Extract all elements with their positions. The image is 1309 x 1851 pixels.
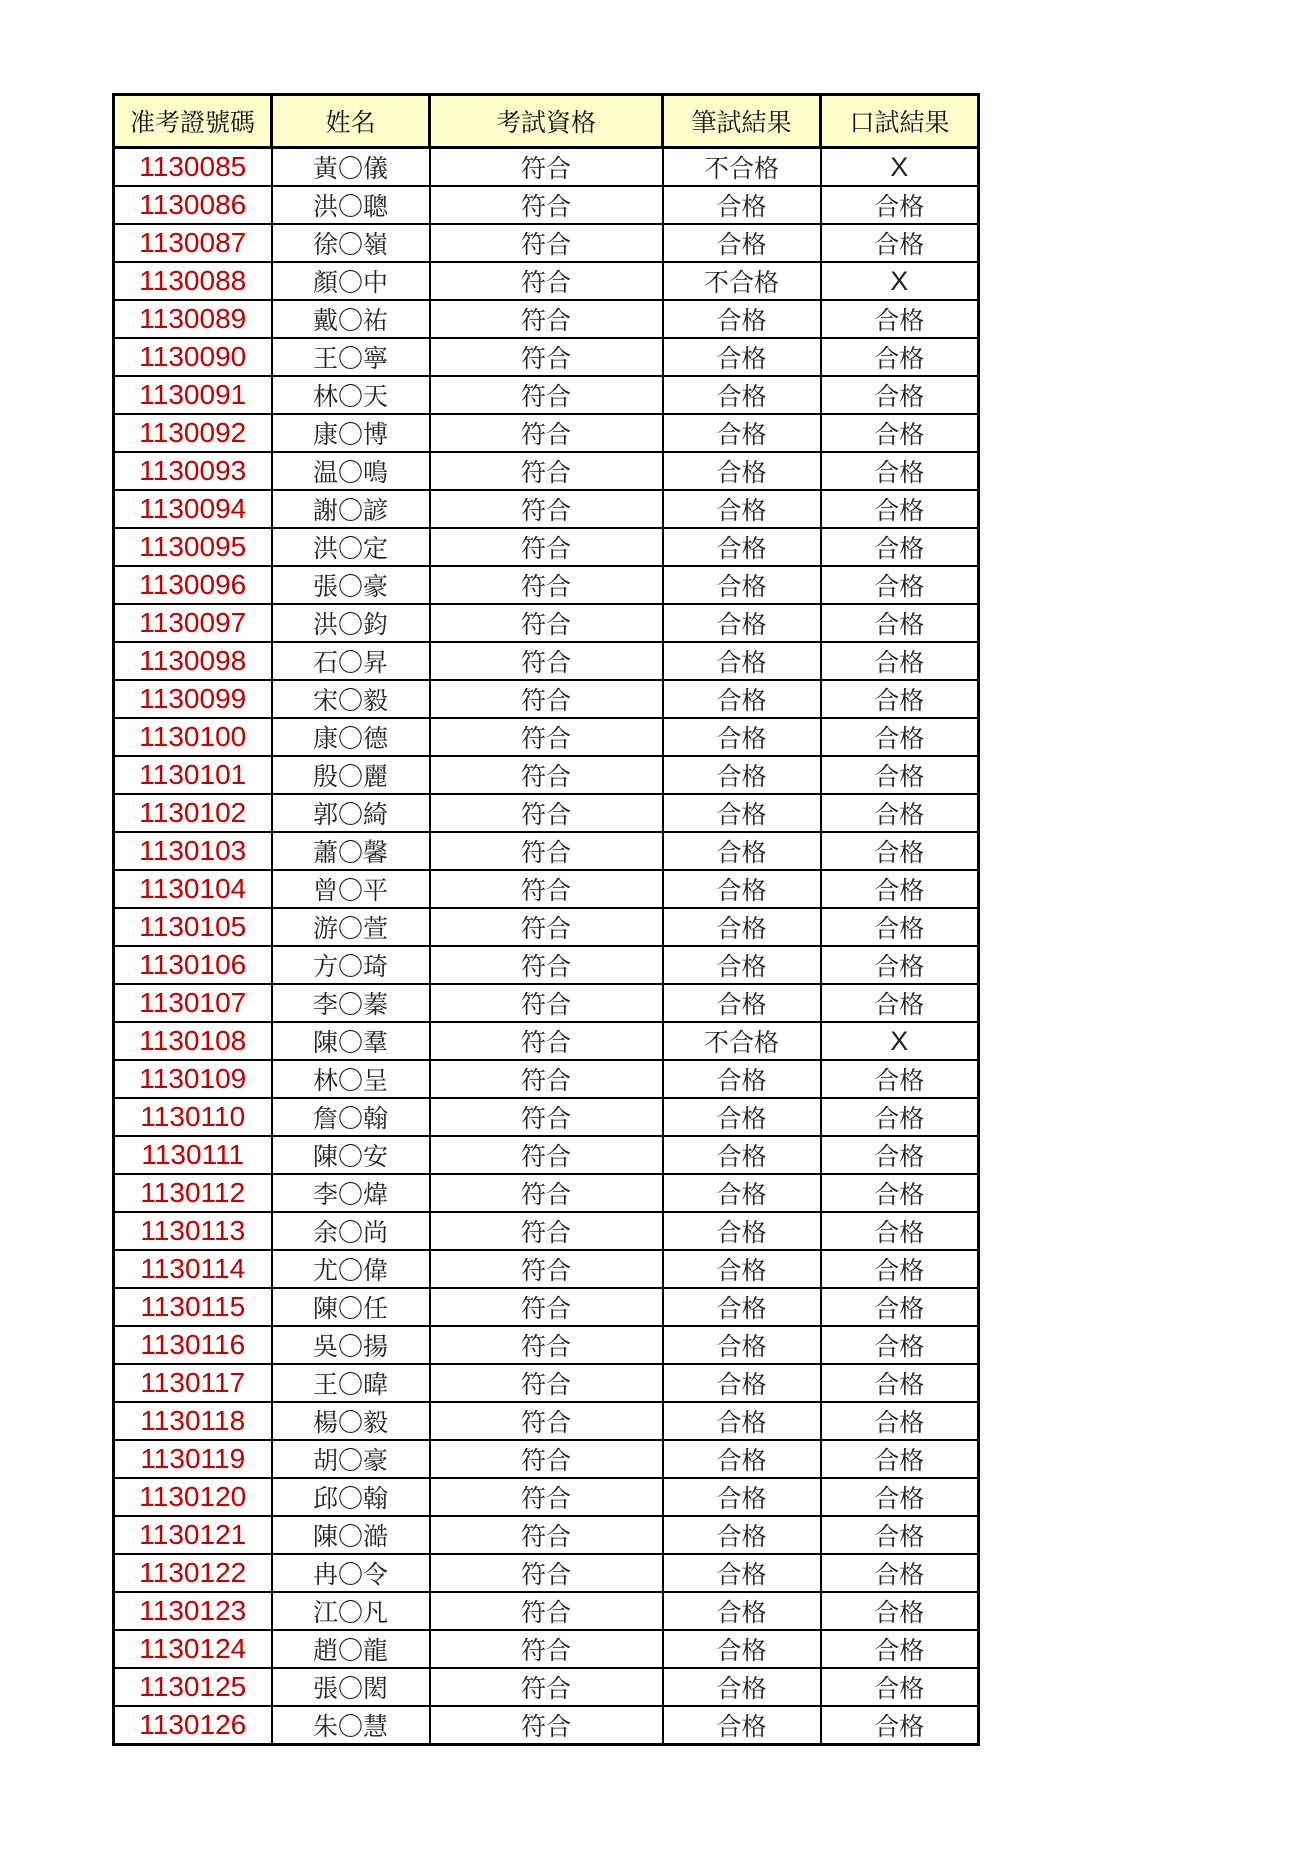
admission-number-cell: 1130112 [114, 1174, 272, 1212]
oral-result-cell: 合格 [821, 1060, 979, 1098]
eligibility-cell: 符合 [430, 1402, 663, 1440]
admission-number-cell: 1130095 [114, 528, 272, 566]
eligibility-cell: 符合 [430, 680, 663, 718]
name-cell: 朱〇慧 [272, 1706, 430, 1745]
name-cell: 黃〇儀 [272, 148, 430, 187]
written-result-cell: 合格 [663, 1402, 821, 1440]
oral-result-cell: 合格 [821, 1326, 979, 1364]
admission-number-cell: 1130114 [114, 1250, 272, 1288]
oral-result-cell: X [821, 148, 979, 187]
oral-result-cell: 合格 [821, 1478, 979, 1516]
name-cell: 陳〇羣 [272, 1022, 430, 1060]
eligibility-cell: 符合 [430, 1592, 663, 1630]
table-row [114, 832, 979, 870]
oral-result-cell: 合格 [821, 1668, 979, 1706]
name-cell: 楊〇毅 [272, 1402, 430, 1440]
oral-result-cell: 合格 [821, 1136, 979, 1174]
eligibility-cell: 符合 [430, 984, 663, 1022]
admission-number-cell: 1130118 [114, 1402, 272, 1440]
name-cell: 李〇煒 [272, 1174, 430, 1212]
admission-number-cell: 1130093 [114, 452, 272, 490]
name-cell: 王〇寧 [272, 338, 430, 376]
admission-number-cell: 1130120 [114, 1478, 272, 1516]
admission-number-cell: 1130117 [114, 1364, 272, 1402]
table-row [114, 490, 979, 528]
name-cell: 陳〇澔 [272, 1516, 430, 1554]
eligibility-cell: 符合 [430, 1136, 663, 1174]
header-oral-result: 口試結果 [821, 95, 979, 148]
oral-result-cell: 合格 [821, 832, 979, 870]
written-result-cell: 合格 [663, 946, 821, 984]
written-result-cell: 合格 [663, 1554, 821, 1592]
eligibility-cell: 符合 [430, 148, 663, 187]
oral-result-cell: 合格 [821, 224, 979, 262]
admission-number-cell: 1130109 [114, 1060, 272, 1098]
table-row [114, 1364, 979, 1402]
written-result-cell: 合格 [663, 1478, 821, 1516]
eligibility-cell: 符合 [430, 1022, 663, 1060]
written-result-cell: 合格 [663, 414, 821, 452]
admission-number-cell: 1130126 [114, 1706, 272, 1745]
written-result-cell: 合格 [663, 490, 821, 528]
admission-number-cell: 1130085 [114, 148, 272, 187]
written-result-cell: 不合格 [663, 148, 821, 187]
written-result-cell: 合格 [663, 1668, 821, 1706]
oral-result-cell: 合格 [821, 1212, 979, 1250]
oral-result-cell: 合格 [821, 528, 979, 566]
table-row [114, 1478, 979, 1516]
eligibility-cell: 符合 [430, 528, 663, 566]
admission-number-cell: 1130107 [114, 984, 272, 1022]
eligibility-cell: 符合 [430, 186, 663, 224]
admission-number-cell: 1130092 [114, 414, 272, 452]
name-cell: 蕭〇馨 [272, 832, 430, 870]
admission-number-cell: 1130091 [114, 376, 272, 414]
written-result-cell: 合格 [663, 1098, 821, 1136]
eligibility-cell: 符合 [430, 376, 663, 414]
eligibility-cell: 符合 [430, 566, 663, 604]
table-row [114, 528, 979, 566]
table-row [114, 984, 979, 1022]
name-cell: 洪〇定 [272, 528, 430, 566]
eligibility-cell: 符合 [430, 300, 663, 338]
name-cell: 石〇昇 [272, 642, 430, 680]
oral-result-cell: 合格 [821, 186, 979, 224]
admission-number-cell: 1130111 [114, 1136, 272, 1174]
written-result-cell: 合格 [663, 908, 821, 946]
table-row [114, 794, 979, 832]
header-written-result: 筆試結果 [663, 95, 821, 148]
written-result-cell: 合格 [663, 1060, 821, 1098]
written-result-cell: 合格 [663, 794, 821, 832]
name-cell: 陳〇任 [272, 1288, 430, 1326]
admission-number-cell: 1130119 [114, 1440, 272, 1478]
oral-result-cell: 合格 [821, 1516, 979, 1554]
written-result-cell: 合格 [663, 680, 821, 718]
written-result-cell: 合格 [663, 1288, 821, 1326]
written-result-cell: 合格 [663, 642, 821, 680]
written-result-cell: 不合格 [663, 262, 821, 300]
name-cell: 尤〇偉 [272, 1250, 430, 1288]
table-row [114, 680, 979, 718]
table-row [114, 1098, 979, 1136]
oral-result-cell: X [821, 262, 979, 300]
written-result-cell: 合格 [663, 870, 821, 908]
name-cell: 胡〇豪 [272, 1440, 430, 1478]
table-row [114, 566, 979, 604]
table-row [114, 1250, 979, 1288]
eligibility-cell: 符合 [430, 1212, 663, 1250]
written-result-cell: 合格 [663, 1706, 821, 1745]
admission-number-cell: 1130096 [114, 566, 272, 604]
written-result-cell: 合格 [663, 1516, 821, 1554]
oral-result-cell: 合格 [821, 1250, 979, 1288]
name-cell: 陳〇安 [272, 1136, 430, 1174]
admission-number-cell: 1130124 [114, 1630, 272, 1668]
oral-result-cell: 合格 [821, 300, 979, 338]
table-row [114, 414, 979, 452]
eligibility-cell: 符合 [430, 1326, 663, 1364]
oral-result-cell: 合格 [821, 1098, 979, 1136]
written-result-cell: 合格 [663, 1250, 821, 1288]
oral-result-cell: 合格 [821, 1174, 979, 1212]
written-result-cell: 合格 [663, 528, 821, 566]
name-cell: 洪〇聰 [272, 186, 430, 224]
oral-result-cell: 合格 [821, 604, 979, 642]
oral-result-cell: 合格 [821, 946, 979, 984]
eligibility-cell: 符合 [430, 1174, 663, 1212]
written-result-cell: 合格 [663, 186, 821, 224]
oral-result-cell: 合格 [821, 338, 979, 376]
oral-result-cell: 合格 [821, 490, 979, 528]
eligibility-cell: 符合 [430, 1288, 663, 1326]
written-result-cell: 合格 [663, 1174, 821, 1212]
eligibility-cell: 符合 [430, 908, 663, 946]
table-row [114, 224, 979, 262]
admission-number-cell: 1130122 [114, 1554, 272, 1592]
eligibility-cell: 符合 [430, 1668, 663, 1706]
written-result-cell: 合格 [663, 1630, 821, 1668]
table-row [114, 718, 979, 756]
table-row [114, 870, 979, 908]
oral-result-cell: 合格 [821, 1706, 979, 1745]
admission-number-cell: 1130102 [114, 794, 272, 832]
admission-number-cell: 1130099 [114, 680, 272, 718]
eligibility-cell: 符合 [430, 1364, 663, 1402]
table-row [114, 1326, 979, 1364]
admission-number-cell: 1130110 [114, 1098, 272, 1136]
oral-result-cell: 合格 [821, 642, 979, 680]
name-cell: 殷〇麗 [272, 756, 430, 794]
name-cell: 戴〇祐 [272, 300, 430, 338]
name-cell: 顏〇中 [272, 262, 430, 300]
admission-number-cell: 1130104 [114, 870, 272, 908]
oral-result-cell: 合格 [821, 756, 979, 794]
table-row [114, 1516, 979, 1554]
admission-number-cell: 1130113 [114, 1212, 272, 1250]
oral-result-cell: 合格 [821, 794, 979, 832]
name-cell: 李〇蓁 [272, 984, 430, 1022]
name-cell: 林〇呈 [272, 1060, 430, 1098]
name-cell: 郭〇綺 [272, 794, 430, 832]
oral-result-cell: 合格 [821, 1402, 979, 1440]
written-result-cell: 合格 [663, 1212, 821, 1250]
eligibility-cell: 符合 [430, 1706, 663, 1745]
eligibility-cell: 符合 [430, 1554, 663, 1592]
name-cell: 康〇德 [272, 718, 430, 756]
admission-number-cell: 1130094 [114, 490, 272, 528]
oral-result-cell: 合格 [821, 680, 979, 718]
name-cell: 洪〇鈞 [272, 604, 430, 642]
name-cell: 吳〇揚 [272, 1326, 430, 1364]
admission-number-cell: 1130090 [114, 338, 272, 376]
eligibility-cell: 符合 [430, 338, 663, 376]
written-result-cell: 合格 [663, 718, 821, 756]
oral-result-cell: 合格 [821, 718, 979, 756]
header-name: 姓名 [272, 95, 430, 148]
table-row [114, 908, 979, 946]
name-cell: 詹〇翰 [272, 1098, 430, 1136]
eligibility-cell: 符合 [430, 718, 663, 756]
oral-result-cell: 合格 [821, 984, 979, 1022]
name-cell: 冉〇令 [272, 1554, 430, 1592]
table-row [114, 1592, 979, 1630]
name-cell: 温〇鳴 [272, 452, 430, 490]
admission-number-cell: 1130103 [114, 832, 272, 870]
table-row [114, 1022, 979, 1060]
eligibility-cell: 符合 [430, 946, 663, 984]
written-result-cell: 不合格 [663, 1022, 821, 1060]
table-row [114, 1554, 979, 1592]
table-row [114, 946, 979, 984]
admission-number-cell: 1130098 [114, 642, 272, 680]
oral-result-cell: 合格 [821, 1440, 979, 1478]
eligibility-cell: 符合 [430, 1630, 663, 1668]
written-result-cell: 合格 [663, 1592, 821, 1630]
table-row [114, 1174, 979, 1212]
table-row [114, 148, 979, 187]
admission-number-cell: 1130106 [114, 946, 272, 984]
table-row [114, 376, 979, 414]
exam-results-table [112, 93, 980, 1746]
name-cell: 王〇暐 [272, 1364, 430, 1402]
name-cell: 邱〇翰 [272, 1478, 430, 1516]
eligibility-cell: 符合 [430, 452, 663, 490]
table-row [114, 262, 979, 300]
table-row [114, 300, 979, 338]
written-result-cell: 合格 [663, 1364, 821, 1402]
eligibility-cell: 符合 [430, 604, 663, 642]
written-result-cell: 合格 [663, 224, 821, 262]
eligibility-cell: 符合 [430, 224, 663, 262]
admission-number-cell: 1130101 [114, 756, 272, 794]
admission-number-cell: 1130123 [114, 1592, 272, 1630]
eligibility-cell: 符合 [430, 794, 663, 832]
header-admission-number: 准考證號碼 [114, 95, 272, 148]
table-row [114, 604, 979, 642]
oral-result-cell: 合格 [821, 376, 979, 414]
eligibility-cell: 符合 [430, 642, 663, 680]
oral-result-cell: 合格 [821, 870, 979, 908]
table-row [114, 1706, 979, 1745]
written-result-cell: 合格 [663, 1440, 821, 1478]
admission-number-cell: 1130121 [114, 1516, 272, 1554]
name-cell: 江〇凡 [272, 1592, 430, 1630]
name-cell: 余〇尚 [272, 1212, 430, 1250]
oral-result-cell: 合格 [821, 452, 979, 490]
written-result-cell: 合格 [663, 376, 821, 414]
table-row [114, 1060, 979, 1098]
oral-result-cell: 合格 [821, 414, 979, 452]
oral-result-cell: 合格 [821, 908, 979, 946]
written-result-cell: 合格 [663, 300, 821, 338]
written-result-cell: 合格 [663, 1326, 821, 1364]
oral-result-cell: 合格 [821, 1554, 979, 1592]
oral-result-cell: 合格 [821, 1288, 979, 1326]
table-row [114, 1212, 979, 1250]
table-row [114, 642, 979, 680]
admission-number-cell: 1130105 [114, 908, 272, 946]
eligibility-cell: 符合 [430, 490, 663, 528]
table-body [114, 148, 979, 1745]
name-cell: 徐〇嶺 [272, 224, 430, 262]
admission-number-cell: 1130108 [114, 1022, 272, 1060]
eligibility-cell: 符合 [430, 262, 663, 300]
name-cell: 林〇天 [272, 376, 430, 414]
oral-result-cell: 合格 [821, 1630, 979, 1668]
table-row [114, 1440, 979, 1478]
admission-number-cell: 1130087 [114, 224, 272, 262]
eligibility-cell: 符合 [430, 414, 663, 452]
admission-number-cell: 1130100 [114, 718, 272, 756]
written-result-cell: 合格 [663, 338, 821, 376]
written-result-cell: 合格 [663, 604, 821, 642]
oral-result-cell: X [821, 1022, 979, 1060]
name-cell: 方〇琦 [272, 946, 430, 984]
name-cell: 游〇萱 [272, 908, 430, 946]
table-row [114, 756, 979, 794]
written-result-cell: 合格 [663, 566, 821, 604]
admission-number-cell: 1130125 [114, 1668, 272, 1706]
admission-number-cell: 1130116 [114, 1326, 272, 1364]
header-eligibility: 考試資格 [430, 95, 663, 148]
eligibility-cell: 符合 [430, 1516, 663, 1554]
written-result-cell: 合格 [663, 1136, 821, 1174]
eligibility-cell: 符合 [430, 1060, 663, 1098]
name-cell: 張〇閎 [272, 1668, 430, 1706]
eligibility-cell: 符合 [430, 870, 663, 908]
table-row [114, 1288, 979, 1326]
name-cell: 趙〇龍 [272, 1630, 430, 1668]
admission-number-cell: 1130115 [114, 1288, 272, 1326]
name-cell: 謝〇諺 [272, 490, 430, 528]
oral-result-cell: 合格 [821, 566, 979, 604]
eligibility-cell: 符合 [430, 1250, 663, 1288]
written-result-cell: 合格 [663, 832, 821, 870]
name-cell: 張〇豪 [272, 566, 430, 604]
eligibility-cell: 符合 [430, 832, 663, 870]
name-cell: 宋〇毅 [272, 680, 430, 718]
table-row [114, 1668, 979, 1706]
written-result-cell: 合格 [663, 756, 821, 794]
name-cell: 曾〇平 [272, 870, 430, 908]
table-row [114, 1630, 979, 1668]
name-cell: 康〇博 [272, 414, 430, 452]
admission-number-cell: 1130089 [114, 300, 272, 338]
eligibility-cell: 符合 [430, 1440, 663, 1478]
written-result-cell: 合格 [663, 452, 821, 490]
eligibility-cell: 符合 [430, 756, 663, 794]
table-row [114, 1402, 979, 1440]
eligibility-cell: 符合 [430, 1098, 663, 1136]
admission-number-cell: 1130088 [114, 262, 272, 300]
oral-result-cell: 合格 [821, 1592, 979, 1630]
table-row [114, 186, 979, 224]
written-result-cell: 合格 [663, 984, 821, 1022]
table-row [114, 1136, 979, 1174]
admission-number-cell: 1130086 [114, 186, 272, 224]
table-row [114, 452, 979, 490]
admission-number-cell: 1130097 [114, 604, 272, 642]
header-row [114, 95, 979, 148]
eligibility-cell: 符合 [430, 1478, 663, 1516]
table-row [114, 338, 979, 376]
oral-result-cell: 合格 [821, 1364, 979, 1402]
